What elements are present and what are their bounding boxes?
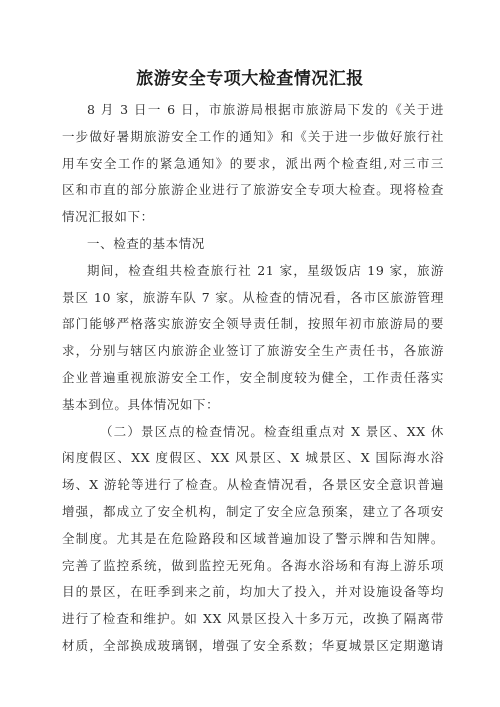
- text-line: （二）景区点的检查情况。检查组重点对 X 景区、XX 休: [100, 423, 444, 439]
- text-line: 目的景区，在旺季到来之前，均加大了投入，并对设施设备等均: [62, 584, 444, 600]
- text-line: 景区 10 家，旅游车队 7 家。从检查的情况看，各市区旅游管理: [62, 289, 444, 305]
- text-line: 一、检查的基本情况: [87, 235, 205, 251]
- text-line: 完善了监控系统，做到监控无死角。各海水浴场和有海上游乐项: [62, 557, 444, 573]
- text-line: 8 月 3 日一 6 日，市旅游局根据市旅游局下发的《关于进: [87, 102, 444, 117]
- text-line: 区和市直的部分旅游企业进行了旅游安全专项大检查。现将检查: [62, 182, 444, 198]
- text-line: 求，分别与辖区内旅游企业签订了旅游安全生产责任书，各旅游: [62, 343, 444, 359]
- text-line: 用车安全工作的紧急通知》的要求，派出两个检查组,对三市三: [62, 155, 444, 171]
- text-line: 情况汇报如下：: [62, 209, 154, 225]
- text-line: 闲度假区、XX 度假区、XX 风景区、X 城景区、X 国际海水浴: [62, 450, 444, 466]
- text-line: 材质，全部换成玻璃钢，增强了安全系数；华夏城景区定期邀请: [62, 637, 444, 653]
- document-title: 旅游安全专项大检查情况汇报: [136, 69, 364, 89]
- text-line: 全制度。尤其是在危险路段和区域普遍加设了警示牌和告知牌。: [62, 530, 444, 546]
- document-body: [62, 97, 444, 660]
- text-line: 基本到位。具体情况如下：: [62, 396, 220, 412]
- text-line: 部门能够严格落实旅游安全领导责任制，按照年初市旅游局的要: [62, 316, 444, 332]
- text-line: 一步做好暑期旅游安全工作的通知》和《关于进一步做好旅行社: [62, 128, 444, 144]
- text-line: 场、X 游轮等进行了检查。从检查情况看，各景区安全意识普遍: [62, 477, 444, 493]
- text-line: 进行了检查和维护。如 XX 风景区投入十多万元，改换了隔离带: [62, 611, 444, 627]
- text-line: 企业普遍重视旅游安全工作，安全制度较为健全，工作责任落实: [62, 369, 444, 385]
- text-line: 增强，都成立了安全机构，制定了安全应急预案，建立了各项安: [62, 503, 444, 519]
- text-line: 期间，检查组共检查旅行社 21 家，星级饭店 19 家，旅游: [87, 262, 444, 278]
